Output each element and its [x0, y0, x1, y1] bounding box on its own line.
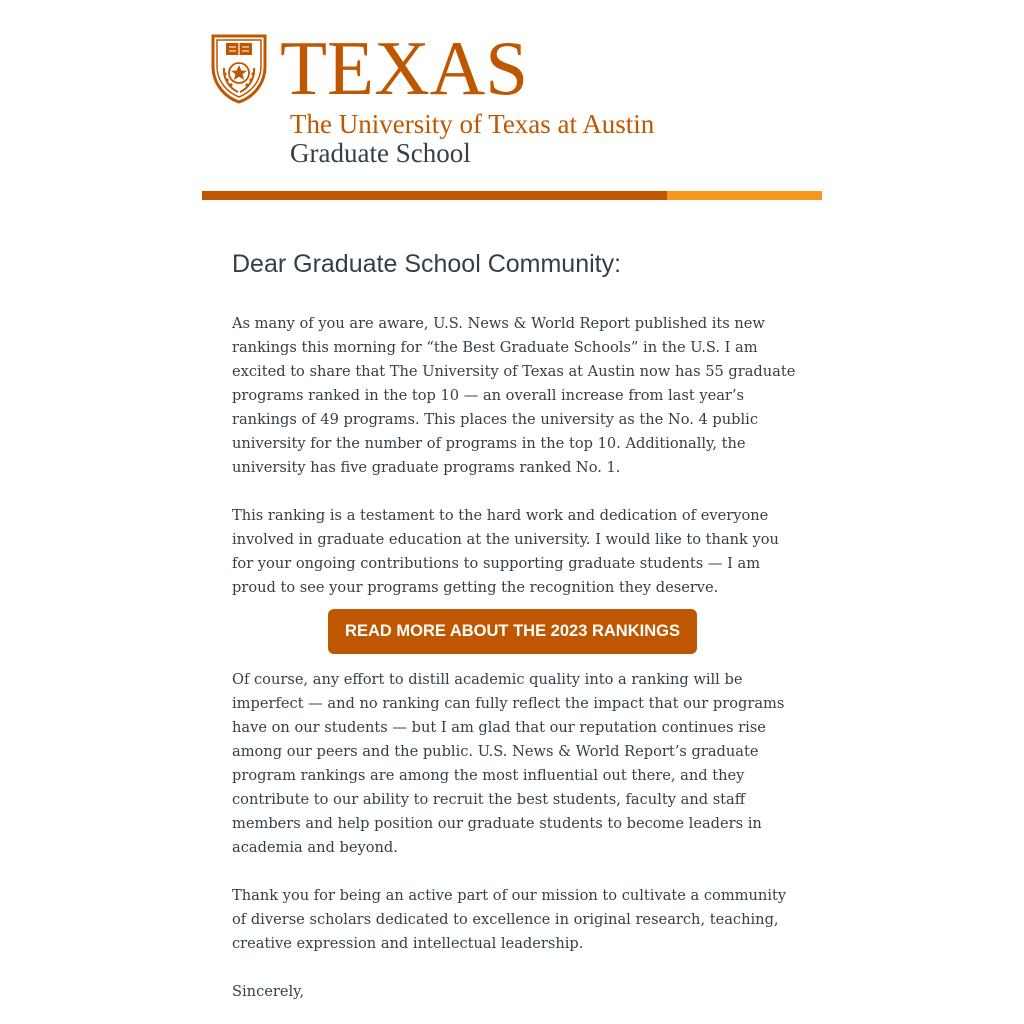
header-rule-accent	[667, 191, 822, 200]
ut-shield-icon	[211, 34, 267, 104]
university-name: The University of Texas at Austin	[290, 109, 655, 139]
sign-off: Sincerely,	[232, 983, 305, 1000]
email-header	[0, 0, 1024, 210]
salutation: Dear Graduate School Community:	[232, 250, 622, 278]
paragraph-rankings: As many of you are aware, U.S. News & World Report published its new rankings this morning for “the Best Graduate Schools” in the U.S. I am excited to share that The University of Texas at Austin now has 55 graduate programs ranked in the top 10 — an overall increase from last year’s rankings of 49 programs. This places the university as the No. 4 public university for the number of programs in the top 10. Additionally, the university has five graduate programs ranked No. 1.	[232, 315, 796, 476]
paragraph-thank-you: Thank you for being an active part of our mission to cultivate a community of diverse scholars dedicated to excellence in original research, teaching, creative expression and intellectual leadership.	[232, 887, 787, 952]
paragraph-of-course: Of course, any effort to distill academic quality into a ranking will be imperfect — and no ranking can fully reflect the impact that our programs have on our students — but I am glad that our reputation continues rise among our peers and the public. U.S. News & World Report’s graduate program rankings are among the most influential out there, and they contribute to our ability to recruit the best students, faculty and staff members and help position our graduate students to become leaders in academia and beyond.	[232, 671, 785, 856]
school-name: Graduate School	[290, 138, 471, 168]
texas-wordmark: TEXAS	[280, 25, 529, 111]
header-rule-orange	[202, 191, 667, 200]
paragraph-testament: This ranking is a testament to the hard work and dedication of everyone involved in graduate education at the university. I would like to thank you for your ongoing contributions to supporting graduate students — I am proud to see your programs getting the recognition they deserve.	[232, 507, 779, 596]
read-more-rankings-button[interactable]: READ MORE ABOUT THE 2023 RANKINGS	[328, 609, 697, 654]
